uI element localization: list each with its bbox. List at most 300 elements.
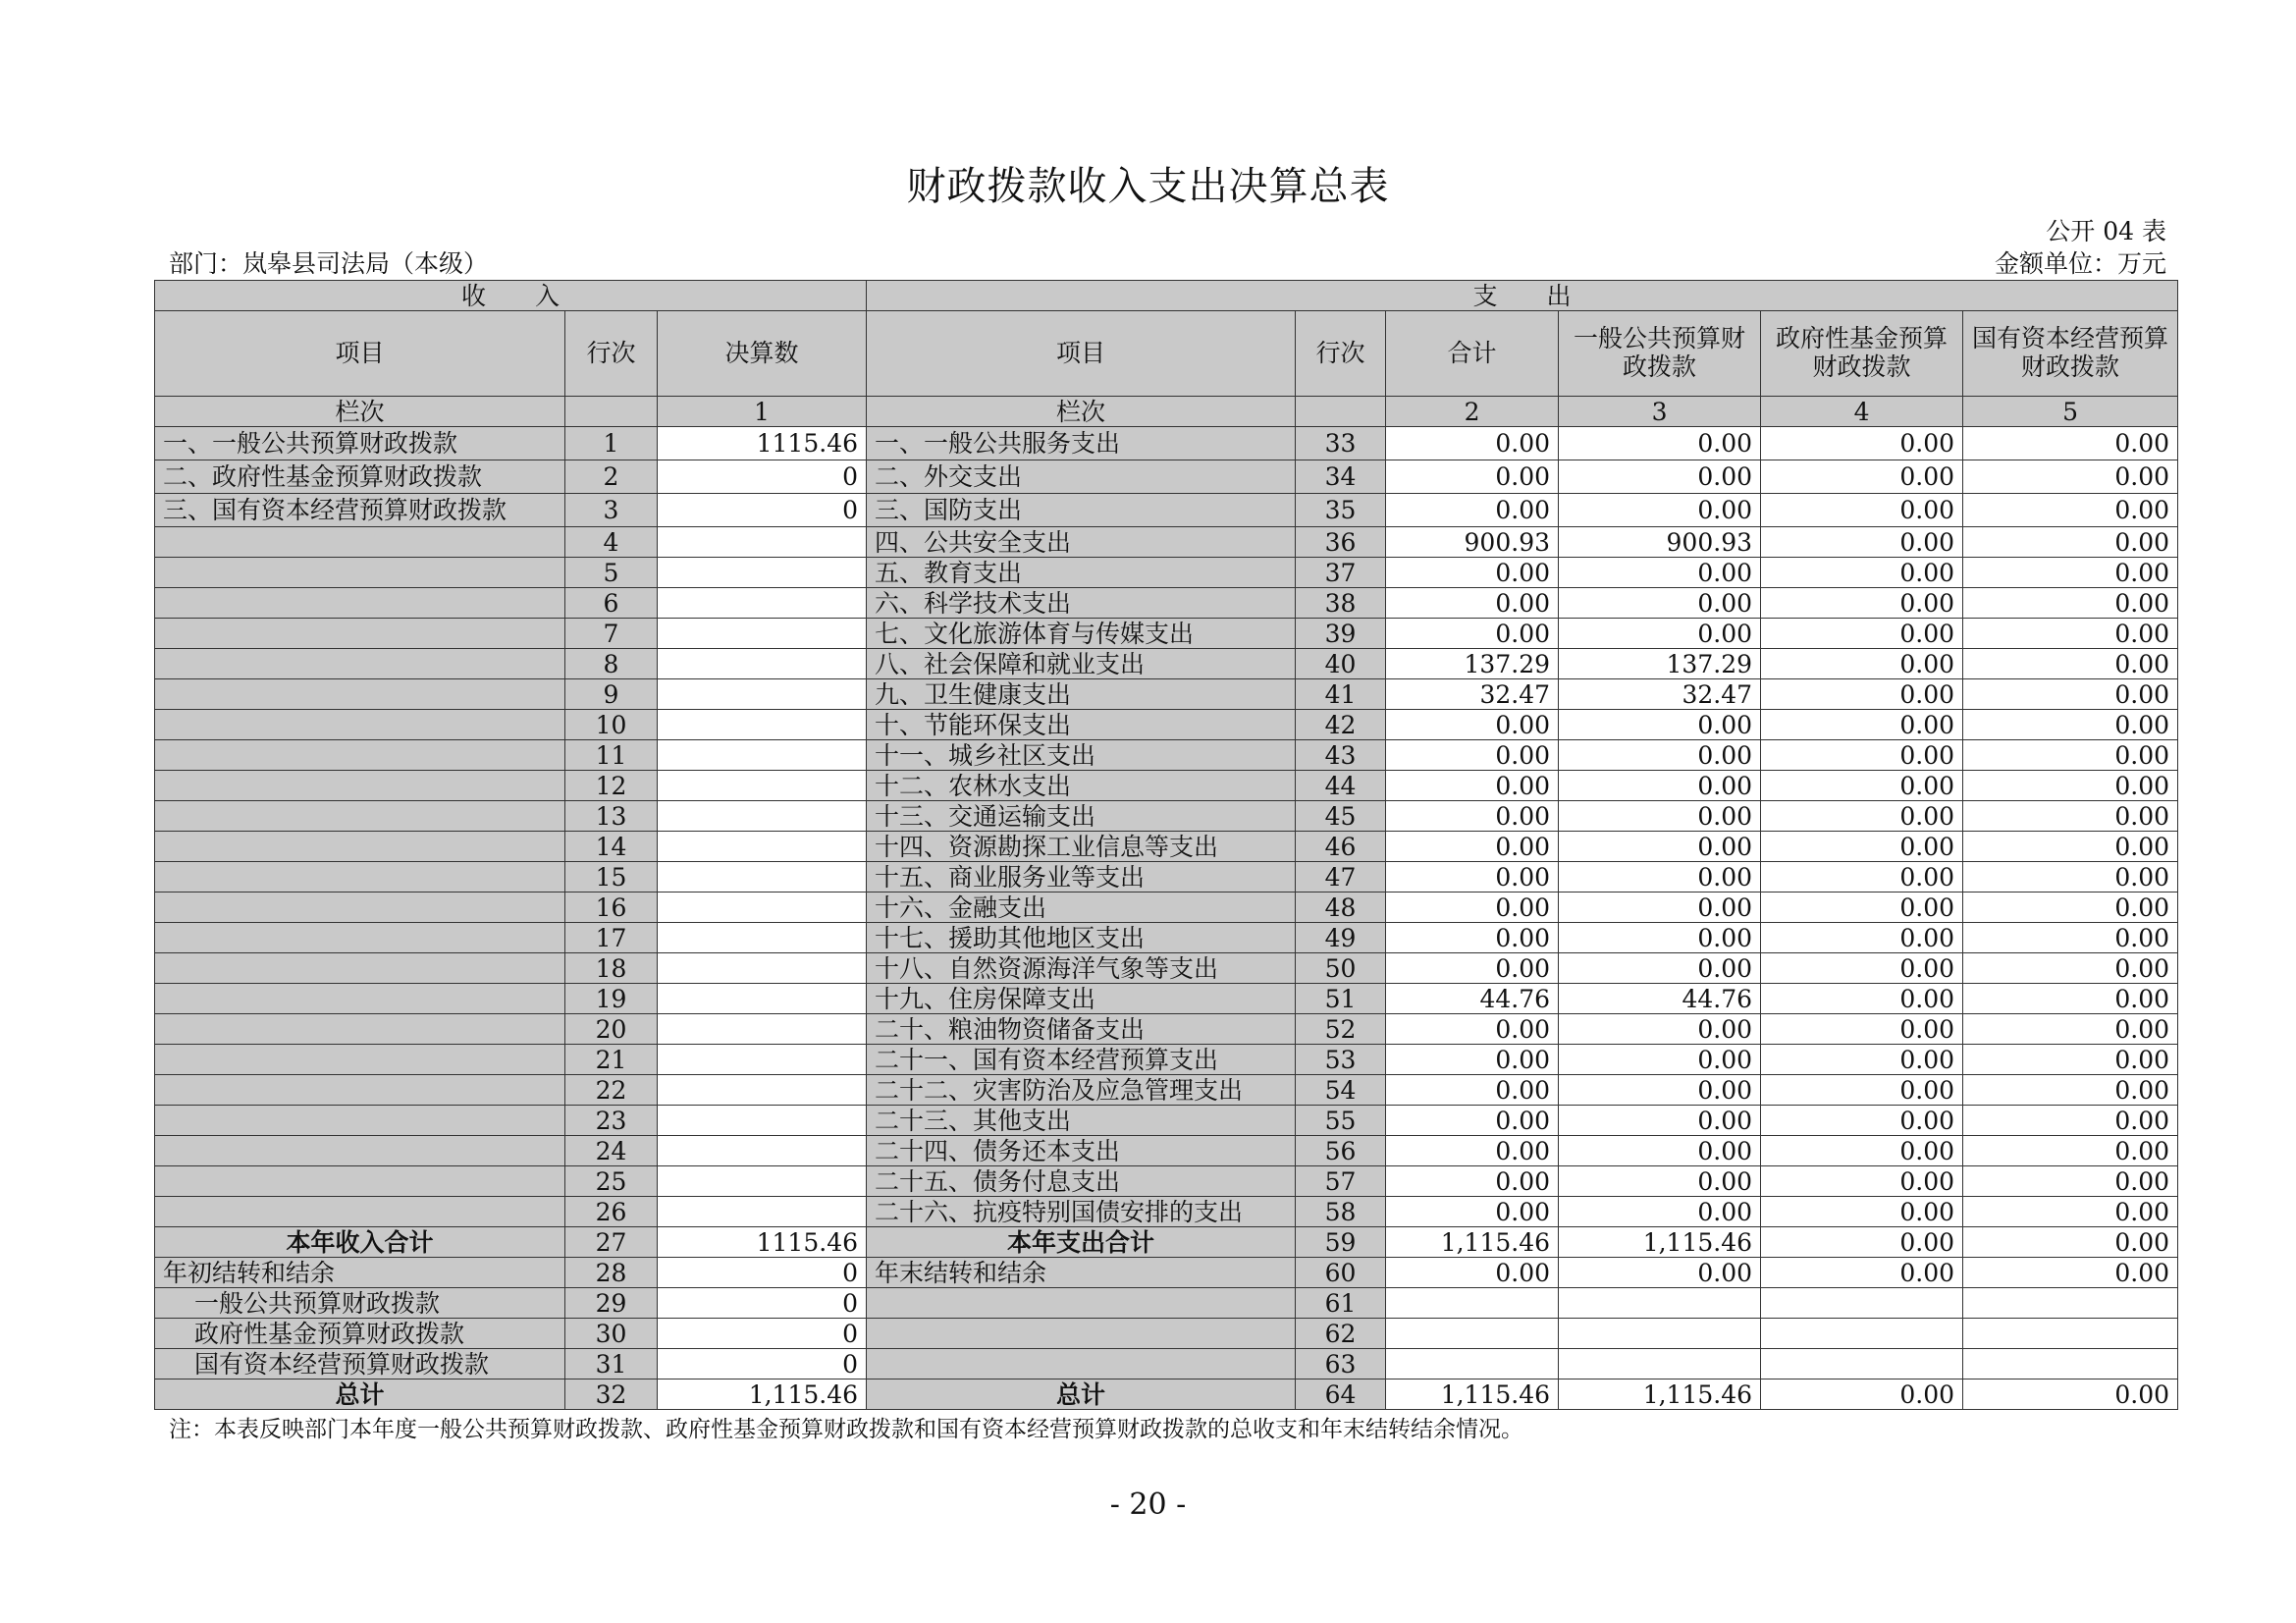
row-no: 17 — [565, 923, 658, 953]
expense-item: 十七、援助其他地区支出 — [867, 923, 1296, 953]
expense-fund: 0.00 — [1761, 832, 1963, 862]
expense-item: 十八、自然资源海洋气象等支出 — [867, 953, 1296, 984]
row-no: 28 — [565, 1258, 658, 1288]
year-expense-total: 1,115.46 — [1386, 1227, 1559, 1258]
row-no: 57 — [1296, 1166, 1386, 1197]
table-row — [155, 1075, 2178, 1106]
expense-general: 900.93 — [1559, 527, 1761, 558]
table-row — [155, 1014, 2178, 1045]
income-item — [155, 832, 565, 862]
table-row — [155, 679, 2178, 710]
grand-income-amount: 1,115.46 — [658, 1380, 867, 1410]
grand-expense-capital: 0.00 — [1963, 1380, 2178, 1410]
expense-fund: 0.00 — [1761, 588, 1963, 619]
expense-general: 0.00 — [1559, 771, 1761, 801]
row-no: 35 — [1296, 494, 1386, 527]
expense-general: 0.00 — [1559, 1045, 1761, 1075]
row-no: 24 — [565, 1136, 658, 1166]
blank-cell — [1386, 1319, 1559, 1349]
expense-item: 三、国防支出 — [867, 494, 1296, 527]
expense-fund: 0.00 — [1761, 1045, 1963, 1075]
blank-cell — [867, 1349, 1296, 1380]
row-no: 63 — [1296, 1349, 1386, 1380]
row-no: 34 — [1296, 460, 1386, 494]
expense-fund: 0.00 — [1761, 923, 1963, 953]
expense-total: 137.29 — [1386, 649, 1559, 679]
expense-general: 0.00 — [1559, 740, 1761, 771]
expense-total: 900.93 — [1386, 527, 1559, 558]
expense-capital: 0.00 — [1963, 771, 2178, 801]
blank-cell — [1386, 1288, 1559, 1319]
row-no: 43 — [1296, 740, 1386, 771]
expense-general: 0.00 — [1559, 862, 1761, 893]
expense-general: 0.00 — [1559, 558, 1761, 588]
row-no: 41 — [1296, 679, 1386, 710]
row-no: 36 — [1296, 527, 1386, 558]
row-no: 15 — [565, 862, 658, 893]
income-item — [155, 619, 565, 649]
department-label: 部门：岚皋县司法局（本级） — [169, 249, 489, 278]
expense-total: 0.00 — [1386, 427, 1559, 460]
income-amount: 0 — [658, 494, 867, 527]
expense-capital: 0.00 — [1963, 740, 2178, 771]
row-no: 50 — [1296, 953, 1386, 984]
row-no: 40 — [1296, 649, 1386, 679]
expense-capital: 0.00 — [1963, 1014, 2178, 1045]
expense-general: 0.00 — [1559, 588, 1761, 619]
expense-total: 0.00 — [1386, 862, 1559, 893]
income-item: 三、国有资本经营预算财政拨款 — [155, 494, 565, 527]
income-item: 二、政府性基金预算财政拨款 — [155, 460, 565, 494]
income-item — [155, 953, 565, 984]
row-no: 38 — [1296, 588, 1386, 619]
income-amount — [658, 1014, 867, 1045]
page-number: - 20 - — [1109, 1488, 1187, 1522]
expense-capital: 0.00 — [1963, 832, 2178, 862]
table-row — [155, 862, 2178, 893]
expense-total: 32.47 — [1386, 679, 1559, 710]
expense-total: 0.00 — [1386, 558, 1559, 588]
row-no: 25 — [565, 1166, 658, 1197]
expense-general: 0.00 — [1559, 1136, 1761, 1166]
gov-fund-header: 政府性基金预算财政拨款 — [1761, 311, 1963, 397]
expense-general: 0.00 — [1559, 460, 1761, 494]
income-amount — [658, 1106, 867, 1136]
table-row — [155, 893, 2178, 923]
row-no: 4 — [565, 527, 658, 558]
table-row — [155, 1197, 2178, 1227]
table-row — [155, 953, 2178, 984]
begin-balance-amount: 0 — [658, 1258, 867, 1288]
income-amount — [658, 588, 867, 619]
expense-item: 十五、商业服务业等支出 — [867, 862, 1296, 893]
expense-general: 0.00 — [1559, 1106, 1761, 1136]
income-item — [155, 801, 565, 832]
expense-total: 0.00 — [1386, 1014, 1559, 1045]
expense-total: 0.00 — [1386, 460, 1559, 494]
general-budget-header: 一般公共预算财政拨款 — [1559, 311, 1761, 397]
row-no: 44 — [1296, 771, 1386, 801]
expense-fund: 0.00 — [1761, 1106, 1963, 1136]
expense-total: 0.00 — [1386, 588, 1559, 619]
expense-capital: 0.00 — [1963, 953, 2178, 984]
table-row — [155, 427, 2178, 460]
expense-general: 0.00 — [1559, 1014, 1761, 1045]
table-row — [155, 740, 2178, 771]
expense-total: 0.00 — [1386, 619, 1559, 649]
blank-cell — [565, 397, 658, 427]
income-amount — [658, 984, 867, 1014]
expense-item: 十四、资源勘探工业信息等支出 — [867, 832, 1296, 862]
year-expense-fund: 0.00 — [1761, 1227, 1963, 1258]
expense-capital: 0.00 — [1963, 649, 2178, 679]
income-amount — [658, 740, 867, 771]
expense-capital: 0.00 — [1963, 558, 2178, 588]
expense-fund: 0.00 — [1761, 1197, 1963, 1227]
expense-item: 八、社会保障和就业支出 — [867, 649, 1296, 679]
expense-fund: 0.00 — [1761, 953, 1963, 984]
expense-fund: 0.00 — [1761, 427, 1963, 460]
expense-general: 0.00 — [1559, 953, 1761, 984]
row-no: 14 — [565, 832, 658, 862]
expense-item: 九、卫生健康支出 — [867, 679, 1296, 710]
table-row — [155, 558, 2178, 588]
income-item — [155, 862, 565, 893]
expense-item: 二十四、债务还本支出 — [867, 1136, 1296, 1166]
income-item — [155, 1136, 565, 1166]
expense-item: 十、节能环保支出 — [867, 710, 1296, 740]
table-row — [155, 801, 2178, 832]
row-no: 54 — [1296, 1075, 1386, 1106]
expense-total: 0.00 — [1386, 893, 1559, 923]
expense-general: 32.47 — [1559, 679, 1761, 710]
income-amount: 1115.46 — [658, 427, 867, 460]
expense-item: 十二、农林水支出 — [867, 771, 1296, 801]
income-col-label: 栏次 — [155, 397, 565, 427]
income-item — [155, 923, 565, 953]
income-amount — [658, 1045, 867, 1075]
expense-capital: 0.00 — [1963, 862, 2178, 893]
expense-fund: 0.00 — [1761, 460, 1963, 494]
year-expense-general: 1,115.46 — [1559, 1227, 1761, 1258]
expense-capital: 0.00 — [1963, 619, 2178, 649]
expense-col-label: 栏次 — [867, 397, 1296, 427]
expense-fund: 0.00 — [1761, 984, 1963, 1014]
total-header: 合计 — [1386, 311, 1559, 397]
expense-general: 0.00 — [1559, 619, 1761, 649]
table-row — [155, 1166, 2178, 1197]
table-row — [155, 527, 2178, 558]
expense-general: 0.00 — [1559, 832, 1761, 862]
expense-item: 十六、金融支出 — [867, 893, 1296, 923]
row-no: 20 — [565, 1014, 658, 1045]
expense-total: 0.00 — [1386, 710, 1559, 740]
row-no: 29 — [565, 1288, 658, 1319]
begin-capital-amount: 0 — [658, 1349, 867, 1380]
blank-cell — [1761, 1319, 1963, 1349]
end-balance-total: 0.00 — [1386, 1258, 1559, 1288]
grand-expense-label: 总计 — [867, 1380, 1296, 1410]
year-expense-label: 本年支出合计 — [867, 1227, 1296, 1258]
table-row — [155, 771, 2178, 801]
expense-item: 二十一、国有资本经营预算支出 — [867, 1045, 1296, 1075]
expense-fund: 0.00 — [1761, 1014, 1963, 1045]
expense-general: 0.00 — [1559, 801, 1761, 832]
col-number-5: 5 — [1963, 397, 2178, 427]
blank-cell — [1559, 1319, 1761, 1349]
expense-item: 七、文化旅游体育与传媒支出 — [867, 619, 1296, 649]
begin-general-amount: 0 — [658, 1288, 867, 1319]
expense-total: 0.00 — [1386, 1197, 1559, 1227]
row-no: 13 — [565, 801, 658, 832]
income-item — [155, 1197, 565, 1227]
row-no: 18 — [565, 953, 658, 984]
page-title: 财政拨款收入支出决算总表 — [906, 164, 1390, 209]
income-amount — [658, 649, 867, 679]
expense-item-header: 项目 — [867, 311, 1296, 397]
amount-unit-label: 金额单位：万元 — [1994, 249, 2166, 278]
row-no: 7 — [565, 619, 658, 649]
blank-cell — [867, 1288, 1296, 1319]
row-no: 12 — [565, 771, 658, 801]
income-amount — [658, 1197, 867, 1227]
row-no: 39 — [1296, 619, 1386, 649]
expense-capital: 0.00 — [1963, 1166, 2178, 1197]
expense-capital: 0.00 — [1963, 494, 2178, 527]
expense-capital: 0.00 — [1963, 923, 2178, 953]
row-no: 32 — [565, 1380, 658, 1410]
begin-fund-label: 政府性基金预算财政拨款 — [155, 1319, 565, 1349]
blank-cell — [1963, 1288, 2178, 1319]
row-no: 58 — [1296, 1197, 1386, 1227]
expense-capital: 0.00 — [1963, 710, 2178, 740]
income-amount — [658, 1166, 867, 1197]
table-row — [155, 619, 2178, 649]
year-income-label: 本年收入合计 — [155, 1227, 565, 1258]
income-amount — [658, 710, 867, 740]
expense-total: 0.00 — [1386, 1136, 1559, 1166]
row-no: 16 — [565, 893, 658, 923]
row-no: 21 — [565, 1045, 658, 1075]
expense-fund: 0.00 — [1761, 527, 1963, 558]
income-amount — [658, 862, 867, 893]
expense-item: 二十六、抗疫特别国债安排的支出 — [867, 1197, 1296, 1227]
blank-cell — [1386, 1349, 1559, 1380]
expense-total: 44.76 — [1386, 984, 1559, 1014]
expense-item: 二、外交支出 — [867, 460, 1296, 494]
row-no: 19 — [565, 984, 658, 1014]
expense-item: 六、科学技术支出 — [867, 588, 1296, 619]
col-number-2: 2 — [1386, 397, 1559, 427]
expense-fund: 0.00 — [1761, 740, 1963, 771]
income-section-header: 收 入 — [155, 281, 867, 311]
row-no: 33 — [1296, 427, 1386, 460]
grand-expense-total: 1,115.46 — [1386, 1380, 1559, 1410]
expense-item: 四、公共安全支出 — [867, 527, 1296, 558]
expense-total: 0.00 — [1386, 832, 1559, 862]
expense-total: 0.00 — [1386, 1075, 1559, 1106]
expense-general: 0.00 — [1559, 1166, 1761, 1197]
expense-general: 137.29 — [1559, 649, 1761, 679]
row-no: 27 — [565, 1227, 658, 1258]
expense-capital: 0.00 — [1963, 679, 2178, 710]
begin-fund-amount: 0 — [658, 1319, 867, 1349]
income-amount — [658, 679, 867, 710]
year-expense-capital: 0.00 — [1963, 1227, 2178, 1258]
expense-capital: 0.00 — [1963, 893, 2178, 923]
blank-cell — [1559, 1349, 1761, 1380]
expense-total: 0.00 — [1386, 801, 1559, 832]
expense-item: 一、一般公共服务支出 — [867, 427, 1296, 460]
expense-total: 0.00 — [1386, 923, 1559, 953]
row-no: 26 — [565, 1197, 658, 1227]
expense-total: 0.00 — [1386, 1166, 1559, 1197]
row-no: 45 — [1296, 801, 1386, 832]
end-balance-general: 0.00 — [1559, 1258, 1761, 1288]
income-amount — [658, 619, 867, 649]
row-no: 11 — [565, 740, 658, 771]
expense-row-no-header: 行次 — [1296, 311, 1386, 397]
row-no: 61 — [1296, 1288, 1386, 1319]
expense-item: 二十、粮油物资储备支出 — [867, 1014, 1296, 1045]
row-no: 9 — [565, 679, 658, 710]
expense-general: 0.00 — [1559, 1197, 1761, 1227]
form-number: 公开 04 表 — [2046, 217, 2166, 245]
income-amount — [658, 893, 867, 923]
row-no: 59 — [1296, 1227, 1386, 1258]
expense-item: 五、教育支出 — [867, 558, 1296, 588]
expense-fund: 0.00 — [1761, 679, 1963, 710]
blank-cell — [1963, 1319, 2178, 1349]
expense-capital: 0.00 — [1963, 1106, 2178, 1136]
row-no: 31 — [565, 1349, 658, 1380]
expense-capital: 0.00 — [1963, 460, 2178, 494]
row-no: 37 — [1296, 558, 1386, 588]
income-item — [155, 1166, 565, 1197]
year-income-amount: 1115.46 — [658, 1227, 867, 1258]
expense-capital: 0.00 — [1963, 1045, 2178, 1075]
expense-fund: 0.00 — [1761, 1166, 1963, 1197]
end-balance-capital: 0.00 — [1963, 1258, 2178, 1288]
row-no: 1 — [565, 427, 658, 460]
income-item — [155, 679, 565, 710]
table-row — [155, 923, 2178, 953]
expense-fund: 0.00 — [1761, 862, 1963, 893]
income-amount — [658, 771, 867, 801]
income-item — [155, 1014, 565, 1045]
income-item — [155, 893, 565, 923]
row-no: 23 — [565, 1106, 658, 1136]
begin-balance-label: 年初结转和结余 — [155, 1258, 565, 1288]
table-row — [155, 494, 2178, 527]
blank-cell — [1761, 1349, 1963, 1380]
end-balance-fund: 0.00 — [1761, 1258, 1963, 1288]
expense-total: 0.00 — [1386, 494, 1559, 527]
income-item — [155, 984, 565, 1014]
col-number-4: 4 — [1761, 397, 1963, 427]
row-no: 62 — [1296, 1319, 1386, 1349]
expense-capital: 0.00 — [1963, 1075, 2178, 1106]
expense-item: 十一、城乡社区支出 — [867, 740, 1296, 771]
row-no: 22 — [565, 1075, 658, 1106]
table-row — [155, 832, 2178, 862]
row-no: 8 — [565, 649, 658, 679]
expense-general: 44.76 — [1559, 984, 1761, 1014]
income-amount — [658, 923, 867, 953]
table-row — [155, 588, 2178, 619]
blank-cell — [1559, 1288, 1761, 1319]
end-balance-label: 年末结转和结余 — [867, 1258, 1296, 1288]
expense-total: 0.00 — [1386, 771, 1559, 801]
col-number-3: 3 — [1559, 397, 1761, 427]
expense-fund: 0.00 — [1761, 771, 1963, 801]
row-no: 53 — [1296, 1045, 1386, 1075]
income-amount — [658, 558, 867, 588]
income-item — [155, 588, 565, 619]
row-no: 47 — [1296, 862, 1386, 893]
row-no: 55 — [1296, 1106, 1386, 1136]
begin-general-label: 一般公共预算财政拨款 — [155, 1288, 565, 1319]
row-no: 10 — [565, 710, 658, 740]
grand-expense-fund: 0.00 — [1761, 1380, 1963, 1410]
income-item — [155, 1075, 565, 1106]
income-item — [155, 558, 565, 588]
expense-total: 0.00 — [1386, 953, 1559, 984]
income-amount-header: 决算数 — [658, 311, 867, 397]
row-no: 5 — [565, 558, 658, 588]
expense-general: 0.00 — [1559, 494, 1761, 527]
income-item — [155, 1106, 565, 1136]
expense-capital: 0.00 — [1963, 984, 2178, 1014]
income-item — [155, 527, 565, 558]
income-item: 一、一般公共预算财政拨款 — [155, 427, 565, 460]
income-item-header: 项目 — [155, 311, 565, 397]
expense-capital: 0.00 — [1963, 801, 2178, 832]
expense-total: 0.00 — [1386, 740, 1559, 771]
row-no: 60 — [1296, 1258, 1386, 1288]
expense-fund: 0.00 — [1761, 558, 1963, 588]
table-row — [155, 984, 2178, 1014]
income-item — [155, 710, 565, 740]
expense-general: 0.00 — [1559, 893, 1761, 923]
expense-item: 二十三、其他支出 — [867, 1106, 1296, 1136]
income-amount — [658, 1136, 867, 1166]
state-capital-header: 国有资本经营预算财政拨款 — [1963, 311, 2178, 397]
row-no: 3 — [565, 494, 658, 527]
expense-total: 0.00 — [1386, 1106, 1559, 1136]
row-no: 51 — [1296, 984, 1386, 1014]
row-no: 52 — [1296, 1014, 1386, 1045]
row-no: 30 — [565, 1319, 658, 1349]
income-item — [155, 1045, 565, 1075]
footnote: 注：本表反映部门本年度一般公共预算财政拨款、政府性基金预算财政拨款和国有资本经营预算财政拨款的总收支和年末结转结余情况。 — [169, 1417, 1523, 1442]
income-amount: 0 — [658, 460, 867, 494]
expense-fund: 0.00 — [1761, 710, 1963, 740]
expense-section-header: 支 出 — [867, 281, 2178, 311]
blank-cell — [867, 1319, 1296, 1349]
table-row — [155, 1106, 2178, 1136]
expense-capital: 0.00 — [1963, 527, 2178, 558]
table-row — [155, 649, 2178, 679]
income-item — [155, 740, 565, 771]
expense-item: 二十五、债务付息支出 — [867, 1166, 1296, 1197]
budget-summary-table — [154, 280, 2178, 1410]
income-row-no-header: 行次 — [565, 311, 658, 397]
expense-total: 0.00 — [1386, 1045, 1559, 1075]
expense-general: 0.00 — [1559, 427, 1761, 460]
expense-fund: 0.00 — [1761, 494, 1963, 527]
income-amount — [658, 832, 867, 862]
